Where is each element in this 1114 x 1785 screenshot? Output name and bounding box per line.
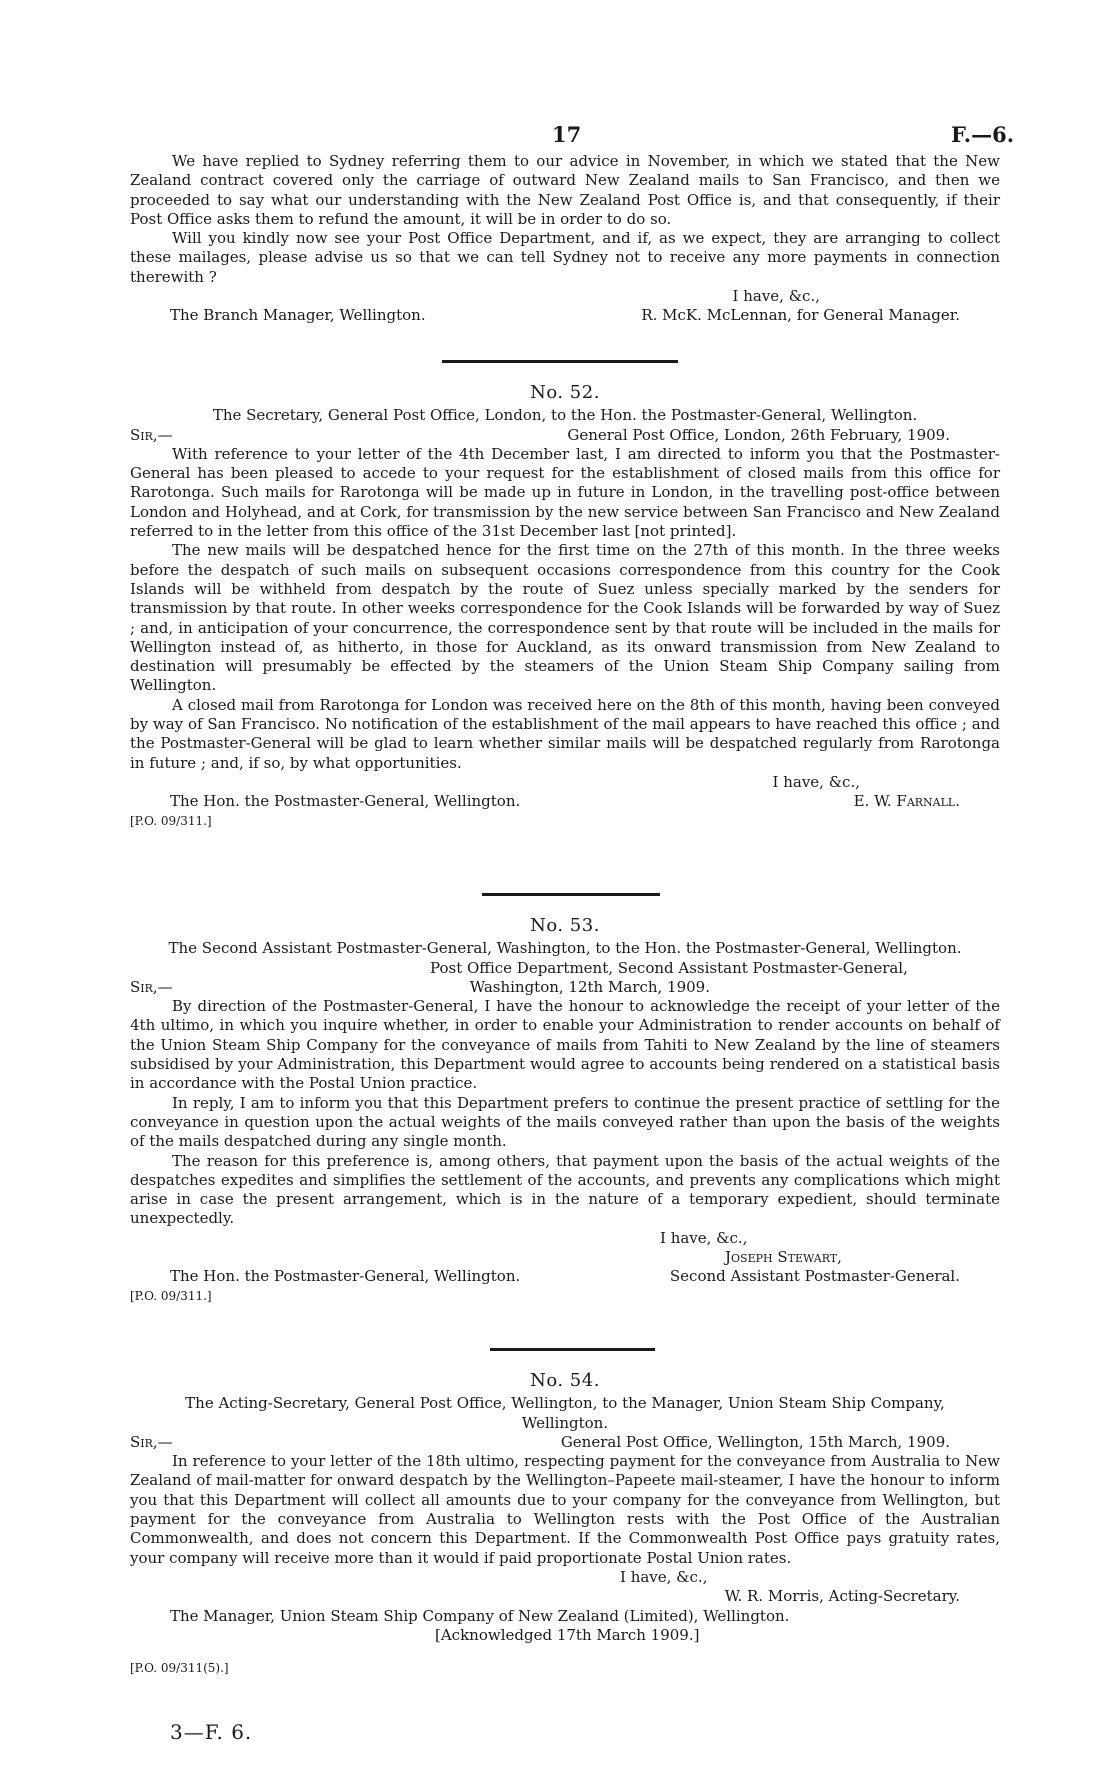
addressee: The Hon. the Postmaster-General, Wellington.	[170, 1267, 521, 1286]
paragraph: With reference to your letter of the 4th December last, I am directed to inform you that the Postmaster-General has been pleased to accede to your request for the establishment of closed mails from this office for Rarotonga. Such mails for Rarotonga will be made up in future in London, in the travelling post-office between London and Holyhead, and at Cork, for transmission by the new service between San Francisco and New Zealand referred to in the letter from this office of the 31st December last [not printed].	[130, 444, 1000, 541]
signatory: W. R. Morris, Acting-Secretary.	[724, 1587, 960, 1606]
page-number: 17	[552, 122, 582, 147]
closing: I have, &c.,	[620, 1567, 708, 1586]
letter-number: No. 52.	[530, 382, 600, 403]
intro-section	[130, 152, 1000, 326]
paragraph: In reference to your letter of the 18th ultimo, respecting payment for the conveyance from Australia to New Zealand of mail-matter for onward despatch by the Wellington–Papeete mail-steamer, I have the honour to inform you that this Department will collect all amounts due to your company for the conveyance from Wellington, but payment for the conveyance from Australia to Wellington rests with the Post Office of the Australian Commonwealth, and does not concern this Department. If the Commonwealth Post Office pays gratuity rates, your company will receive more than it would if paid proportionate Postal Union rates.	[130, 1452, 1000, 1567]
addressee: The Branch Manager, Wellington.	[170, 306, 426, 325]
salutation: Sir,—	[130, 977, 173, 996]
salutation: Sir,—	[130, 1432, 173, 1451]
paragraph: In reply, I am to inform you that this Department prefers to continue the present practice of settling for the conveyance in question upon the actual weights of the mails conveyed rather than upon the basis of the weights of the mails despatched during any single month.	[130, 1093, 1000, 1151]
signatory: R. McK. McLennan, for General Manager.	[641, 306, 960, 325]
acknowledgement: [Acknowledged 17th March 1909.]	[435, 1625, 700, 1644]
letter-number: No. 54.	[530, 1370, 600, 1391]
dateline: Post Office Department, Second Assistant Postmaster-General,	[430, 958, 908, 977]
closing: I have, &c.,	[772, 772, 860, 791]
letter-heading: The Second Assistant Postmaster-General, Washington, to the Hon. the Postmaster-General, Wellington.	[168, 939, 962, 958]
printer-signature: 3—F. 6.	[170, 1720, 253, 1744]
paragraph: We have replied to Sydney referring them to our advice in November, in which we stated that the New Zealand contract covered only the carriage of outward New Zealand mails to San Francisco, and then we proceeded to say what our understanding with the New Zealand Post Office is, and that consequently, if their Post Office asks them to refund the amount, it will be in order to do so.	[130, 152, 1000, 228]
paragraph: The new mails will be despatched hence for the first time on the 27th of this month. In the three weeks before the despatch of such mails on subsequent occasions correspondence from this country for the Cook Islands will be withheld from despatch by the route of Suez unless specially marked by the senders for transmission by that route. In other weeks correspondence for the Cook Islands will be forwarded by way of Suez ; and, in anticipation of your concurrence, the correspondence sent by that route will be included in the mails for Wellington instead of, as hitherto, in those for Auckland, as its onward transmission from New Zealand to destination will presumably be effected by the steamers of the Union Steam Ship Company sailing from Wellington.	[130, 541, 1000, 695]
closing: I have, &c.,	[732, 287, 820, 306]
letter-number: No. 53.	[530, 915, 600, 936]
section-divider	[482, 893, 660, 896]
signatory: Joseph Stewart,	[725, 1248, 842, 1267]
file-reference: [P.O. 09/311(5).]	[130, 1661, 229, 1676]
paragraph: A closed mail from Rarotonga for London was received here on the 8th of this month, having been conveyed by way of San Francisco. No notification of the establishment of the mail appears to have reached this office ; and the Postmaster-General will be glad to learn whether similar mails will be despatched regularly from Rarotonga in future ; and, if so, by what opportunities.	[130, 695, 1000, 772]
file-reference: [P.O. 09/311.]	[130, 813, 212, 828]
closing: I have, &c.,	[660, 1228, 748, 1247]
dateline: General Post Office, London, 26th February, 1909.	[567, 425, 950, 444]
section-divider	[442, 360, 678, 363]
signatory: E. W. Farnall.	[853, 792, 960, 811]
letter-52	[130, 383, 1000, 831]
addressee: The Manager, Union Steam Ship Company of New Zealand (Limited), Wellington.	[170, 1606, 790, 1625]
dateline: General Post Office, Wellington, 15th March, 1909.	[560, 1432, 950, 1451]
letter-heading: The Secretary, General Post Office, London, to the Hon. the Postmaster-General, Wellington.	[212, 406, 918, 425]
paragraph: The reason for this preference is, among others, that payment upon the basis of the actual weights of the despatches expedites and simplifies the settlement of the accounts, and prevents any complications which might arise in case the present arrangement, which is in the nature of a temporary expedient, should terminate unexpectedly.	[130, 1151, 1000, 1228]
salutation: Sir,—	[130, 425, 173, 444]
document-reference: F.—6.	[950, 122, 1014, 147]
section-divider	[490, 1348, 655, 1351]
letter-54	[130, 1371, 1000, 1678]
signatory-title: Second Assistant Postmaster-General.	[669, 1267, 960, 1286]
addressee: The Hon. the Postmaster-General, Wellington.	[170, 792, 521, 811]
letter-53	[130, 916, 1000, 1306]
paragraph: By direction of the Postmaster-General, I have the honour to acknowledge the receipt of your letter of the 4th ultimo, in which you inquire whether, in order to enable your Administration to render accounts on behalf of the Union Steam Ship Company for the conveyance of mails from Tahiti to New Zealand by the line of steamers subsidised by your Administration, this Department would agree to accounts being rendered on a statistical basis in accordance with the Postal Union practice.	[130, 997, 1000, 1093]
file-reference: [P.O. 09/311.]	[130, 1288, 212, 1303]
dateline: Washington, 12th March, 1909.	[469, 977, 710, 996]
letter-heading: The Acting-Secretary, General Post Office, Wellington, to the Manager, Union Steam Ship Company, Wellington.	[185, 1394, 945, 1432]
paragraph: Will you kindly now see your Post Office Department, and if, as we expect, they are arranging to collect these mailages, please advise us so that we can tell Sydney not to receive any more payments in connection therewith ?	[130, 229, 1000, 286]
